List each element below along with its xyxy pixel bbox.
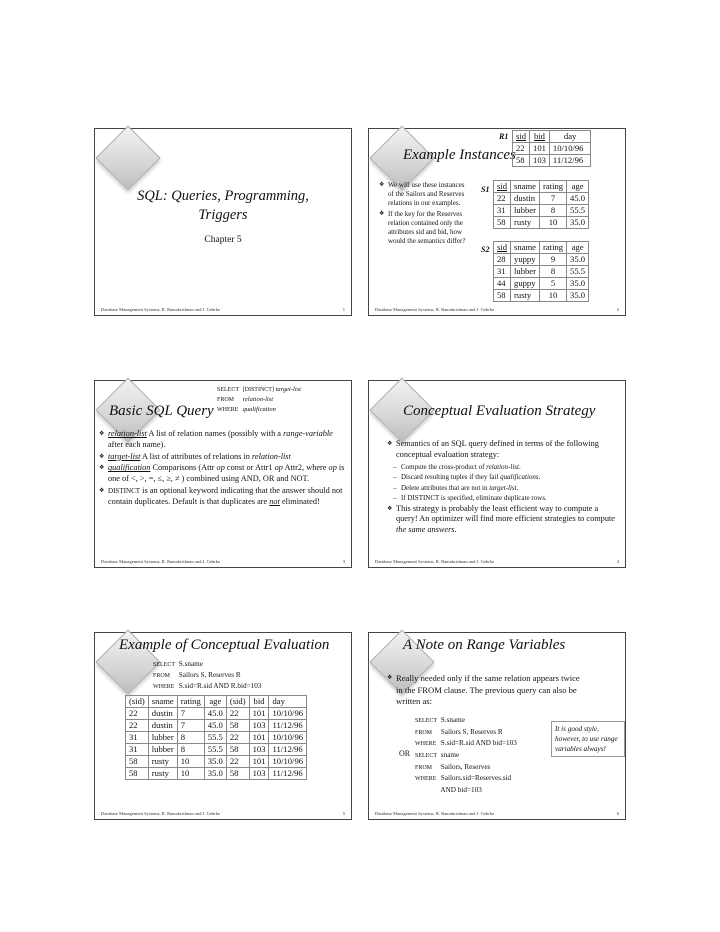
cell: 103 — [530, 155, 550, 167]
slide-6-title: A Note on Range Variables — [403, 637, 566, 653]
sql-line: WHERE Sailors.sid=Reserves.sid — [415, 774, 512, 782]
s1-label: S1 — [481, 185, 490, 194]
table-row: 22 dustin 7 45.0 — [494, 193, 589, 205]
sql-line: WHERE qualification — [217, 406, 276, 413]
table-row: 22 dustin 7 45.0 22 101 10/10/96 — [126, 708, 307, 720]
table-row: 31 lubber 8 55.5 22 101 10/10/96 — [126, 732, 307, 744]
slide-footer — [375, 811, 619, 816]
sql-template — [217, 385, 301, 415]
bullet-item: ❖ Really needed only if the same relation appears twice in the FROM clause. The previous query can also be written as: — [387, 673, 587, 708]
s2-table — [493, 241, 589, 302]
bullet-item: ❖ Semantics of an SQL query defined in terms of the following conceptual evaluation strategy: — [387, 439, 619, 461]
bullet-item: ❖ target-list A list of attributes of relations in relation-list — [99, 452, 345, 463]
bullet-item: ❖ This strategy is probably the least efficient way to compute a query! An optimizer will find more efficient strategies to compute the same answers. — [387, 504, 619, 536]
page-number: 1 — [342, 307, 345, 312]
sql-line: WHERE S.sid=R.sid AND bid=103 — [415, 739, 517, 747]
footer-text: Database Management Systems, R. Ramakrishnan and J. Gehrke — [101, 811, 221, 816]
sub-bullet: – If DISTINCT is specified, eliminate duplicate rows. — [387, 493, 619, 504]
slide-4-bullets — [387, 439, 619, 537]
r1-table — [512, 130, 591, 167]
col-header: bid — [530, 131, 550, 143]
col-header: day — [269, 696, 307, 708]
table-row: 31 lubber 8 55.5 58 103 11/12/96 — [126, 744, 307, 756]
col-header: sid — [494, 242, 511, 254]
cross-product-table — [125, 695, 307, 780]
table-row: 58 rusty 10 35.0 22 101 10/10/96 — [126, 756, 307, 768]
table-row: 31 lubber 8 55.5 — [494, 205, 589, 217]
cell: 101 — [530, 143, 550, 155]
col-header: age — [567, 242, 589, 254]
sub-bullet: – Compute the cross-product of relation-list. — [387, 462, 619, 473]
col-header: sid — [513, 131, 530, 143]
slide-1 — [94, 128, 352, 316]
sub-bullet: – Discard resulting tuples if they fail qualifications. — [387, 472, 619, 483]
sql-line: FROM Sailors S, Reserves R — [153, 671, 241, 679]
slide-6-bullets — [387, 673, 587, 709]
footer-text: Database Management Systems, R. Ramakrishnan and J. Gehrke — [101, 559, 221, 564]
r1-label: R1 — [499, 132, 509, 141]
col-header: rating — [177, 696, 204, 708]
table-row: 22 dustin 7 45.0 58 103 11/12/96 — [126, 720, 307, 732]
title-line-1: SQL: Queries, Programming, — [137, 188, 309, 204]
footer-text: Database Management Systems, R. Ramakrishnan and J. Gehrke — [375, 307, 495, 312]
diamond-icon — [95, 125, 160, 190]
sql-line: SELECT sname — [415, 751, 460, 759]
col-header: sname — [148, 696, 177, 708]
table-row: 44 guppy 5 35.0 — [494, 278, 589, 290]
or-label: OR — [399, 749, 411, 758]
slide-4-title: Conceptual Evaluation Strategy — [403, 403, 596, 419]
page-number: 4 — [616, 559, 619, 564]
col-header: age — [567, 181, 589, 193]
bullet-item: ❖ We will use these instances of the Sailors and Reserves relations in our examples. — [379, 181, 469, 209]
slide-1-subtitle: Chapter 5 — [204, 235, 242, 245]
cell: 10/10/96 — [549, 143, 590, 155]
slide-footer — [101, 307, 345, 312]
slide-3 — [94, 380, 352, 568]
sql-line: AND bid=103 — [440, 785, 482, 794]
page-number: 6 — [616, 811, 619, 816]
sub-bullet: – Delete attributes that are not in target-list. — [387, 483, 619, 494]
slide-3-bullets — [99, 429, 345, 509]
slide-2 — [368, 128, 626, 316]
sql-line: SELECT [DISTINCT] target-list — [217, 386, 301, 393]
sql-query-1 — [415, 715, 517, 750]
slide-2-title: Example Instances — [403, 147, 516, 163]
sql-query — [153, 659, 261, 692]
slide-5 — [94, 632, 352, 820]
slide-1-title — [95, 187, 351, 225]
bullet-item: ❖ relation-list A list of relation names (possibly with a range-variable after each name). — [99, 429, 345, 451]
col-header: sname — [511, 242, 540, 254]
slide-footer — [101, 811, 345, 816]
table-row: 28 yuppy 9 35.0 — [494, 254, 589, 266]
slide-footer — [375, 559, 619, 564]
slide-5-title: Example of Conceptual Evaluation — [119, 637, 330, 653]
col-header: bid — [249, 696, 269, 708]
title-line-2: Triggers — [198, 207, 248, 223]
page-number: 5 — [342, 811, 345, 816]
sql-query-2 — [415, 750, 511, 795]
footer-text: Database Management Systems, R. Ramakrishnan and J. Gehrke — [375, 811, 495, 816]
footer-text: Database Management Systems, R. Ramakrishnan and J. Gehrke — [101, 307, 221, 312]
col-header: sid — [494, 181, 511, 193]
table-row — [513, 155, 591, 167]
sql-line: FROM Sailors, Reserves — [415, 762, 491, 771]
sql-line: WHERE S.sid=R.sid AND R.bid=103 — [153, 682, 262, 690]
bullet-item: ❖ If the key for the Reserves relation contained only the attributes sid and bid, how would the semantics differ? — [379, 210, 469, 247]
col-header: rating — [540, 242, 567, 254]
table-row: 31 lubber 8 55.5 — [494, 266, 589, 278]
sql-line: FROM Sailors S, Reserves R — [415, 727, 503, 736]
slide-3-title: Basic SQL Query — [109, 403, 214, 419]
cell: 11/12/96 — [549, 155, 590, 167]
slide-6 — [368, 632, 626, 820]
table-row: 58 rusty 10 35.0 — [494, 217, 589, 229]
cell: 22 — [513, 143, 530, 155]
bullet-item: ❖ DISTINCT is an optional keyword indicating that the answer should not contain duplicates. Default is that duplicates are not eliminated! — [99, 486, 345, 508]
sql-line: SELECT S.sname — [153, 660, 203, 668]
s1-table — [493, 180, 589, 229]
bullet-item: ❖ qualification Comparisons (Attr op const or Attr1 op Attr2, where op is one of <, >, =, ≤, ≥, ≠ ) combined using AND, OR and NOT. — [99, 463, 345, 485]
col-header: (sid) — [226, 696, 249, 708]
col-header: age — [204, 696, 226, 708]
table-row — [513, 143, 591, 155]
col-header: (sid) — [126, 696, 149, 708]
sql-line: SELECT S.sname — [415, 716, 465, 724]
table-row: 58 rusty 10 35.0 — [494, 290, 589, 302]
col-header: sname — [511, 181, 540, 193]
slide-footer — [101, 559, 345, 564]
slide-4 — [368, 380, 626, 568]
page-number: 2 — [616, 307, 619, 312]
slide-2-bullets — [379, 181, 469, 247]
table-row: 58 rusty 10 35.0 58 103 11/12/96 — [126, 768, 307, 780]
cell: 58 — [513, 155, 530, 167]
slide-footer — [375, 307, 619, 312]
s2-label: S2 — [481, 245, 490, 254]
col-header: rating — [540, 181, 567, 193]
style-note: It is good style, however, to use range variables always! — [551, 721, 625, 757]
footer-text: Database Management Systems, R. Ramakrishnan and J. Gehrke — [375, 559, 495, 564]
col-header: day — [549, 131, 590, 143]
page-number: 3 — [342, 559, 345, 564]
sql-line: FROM relation-list — [217, 396, 274, 403]
